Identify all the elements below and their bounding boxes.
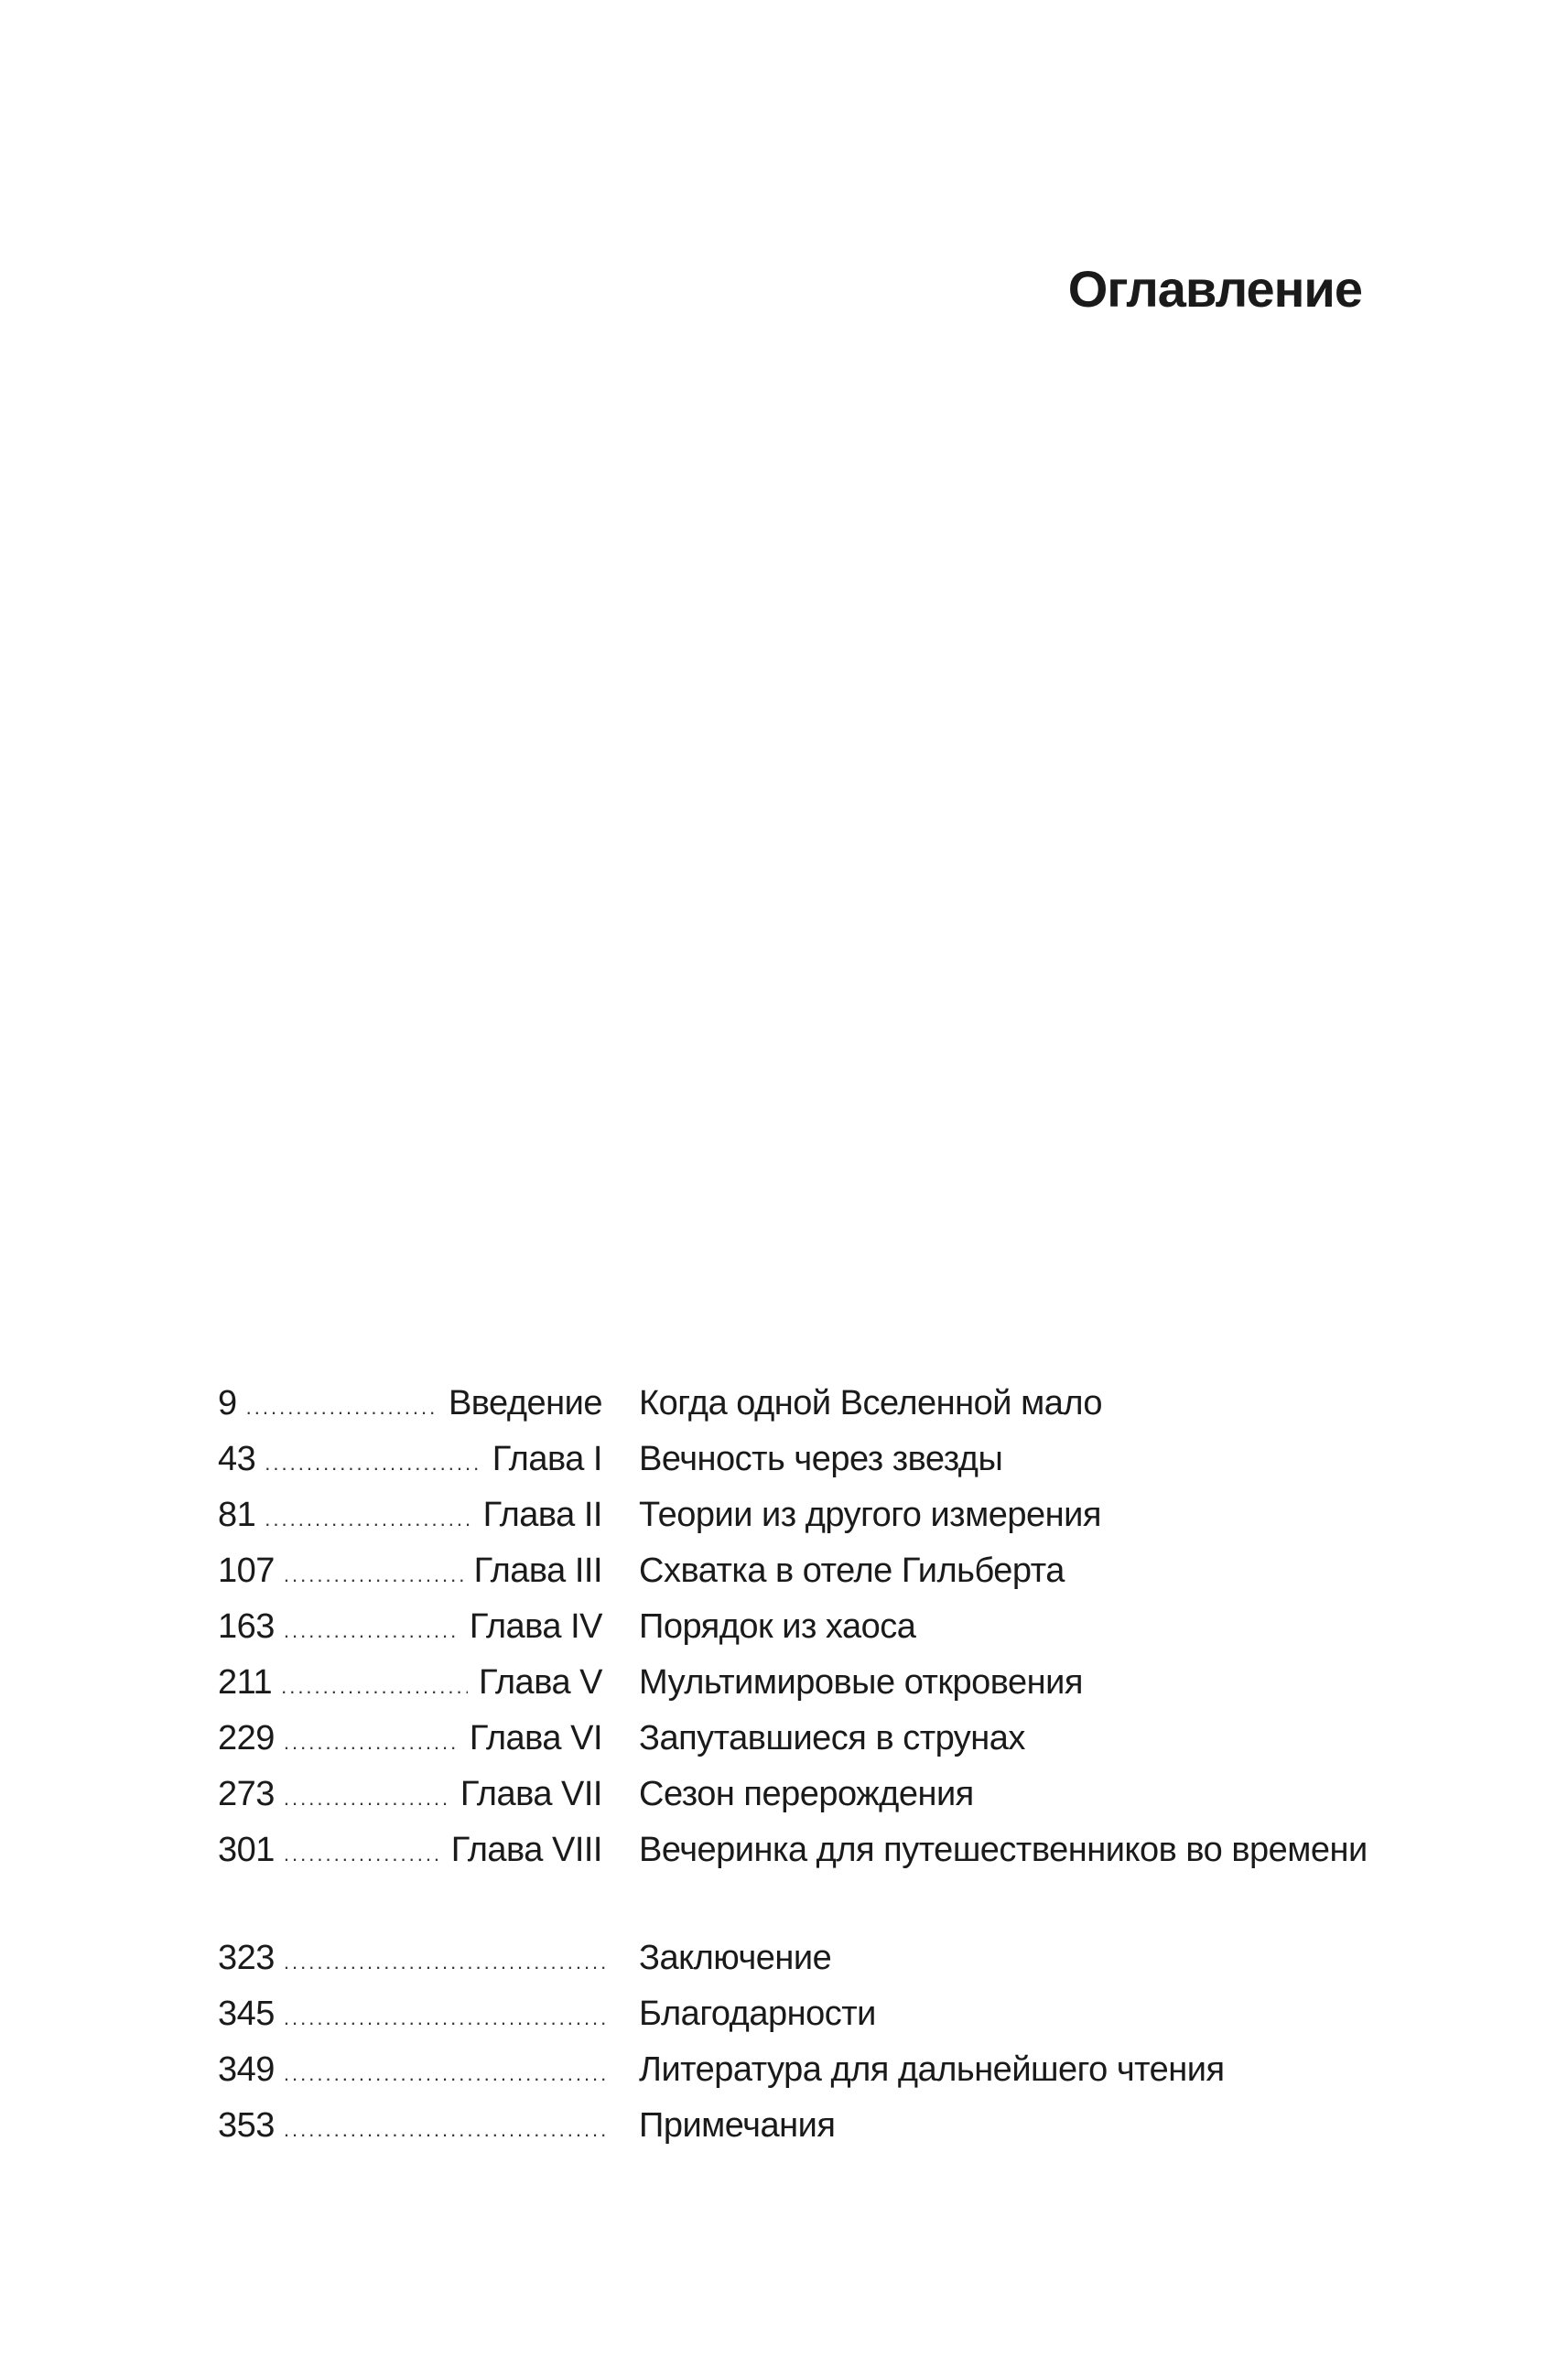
toc-row[interactable] [218, 1719, 1362, 1775]
toc-page-number: 43 [218, 1440, 256, 1478]
toc-page-number: 273 [218, 1775, 275, 1813]
dot-leader [284, 1619, 459, 1643]
dot-leader [246, 1396, 438, 1420]
toc-left [218, 1995, 621, 2034]
chapter-title: Вечеринка для путешественников во времени [639, 1831, 1368, 1869]
toc-row[interactable] [218, 2106, 1362, 2162]
toc-left [218, 1719, 602, 1758]
toc-left [218, 1939, 621, 1978]
toc-page-number: 301 [218, 1831, 275, 1869]
chapter-label: Глава VI [469, 1719, 602, 1757]
chapter-title: Теории из другого измерения [639, 1496, 1101, 1534]
chapter-title: Вечность через звезды [639, 1440, 1003, 1478]
page-title: Оглавление [1067, 260, 1362, 318]
dot-leader [284, 1843, 440, 1866]
dot-leader [284, 1731, 459, 1755]
chapter-label: Глава II [482, 1496, 602, 1534]
toc-row[interactable] [218, 1552, 1362, 1607]
toc-left [218, 1607, 602, 1647]
toc-left [218, 2050, 621, 2090]
dot-leader [281, 1675, 468, 1699]
toc-left [218, 1440, 602, 1479]
toc-left [218, 1496, 602, 1535]
dot-leader [284, 1787, 449, 1811]
toc-chapters [218, 1384, 1368, 1887]
toc-page-number: 9 [218, 1384, 237, 1422]
toc-row[interactable] [218, 1831, 1368, 1887]
chapter-title: Мультимировые откровения [639, 1663, 1083, 1702]
dot-leader [284, 2006, 610, 2030]
chapter-title: Когда одной Вселенной мало [639, 1384, 1103, 1422]
chapter-label: Глава VIII [450, 1831, 602, 1869]
toc-row[interactable] [218, 1607, 1362, 1663]
toc-back-matter [218, 1939, 1362, 2162]
chapter-label: Глава VII [460, 1775, 602, 1813]
toc-row[interactable] [218, 1440, 1362, 1496]
toc-row[interactable] [218, 1995, 1362, 2050]
toc-page-number: 163 [218, 1607, 275, 1646]
toc-page-number: 211 [218, 1663, 273, 1702]
chapter-label: Глава III [473, 1552, 602, 1590]
toc-left [218, 1831, 602, 1870]
section-title: Заключение [639, 1939, 832, 1977]
toc-left [218, 1552, 602, 1591]
toc-row[interactable] [218, 1775, 1362, 1831]
toc-row[interactable] [218, 1384, 1362, 1440]
dot-leader [265, 1508, 471, 1531]
chapter-label: Глава IV [469, 1607, 602, 1646]
toc-row[interactable] [218, 1663, 1362, 1719]
chapter-title: Сезон перерождения [639, 1775, 974, 1813]
dot-leader [284, 1951, 610, 1974]
toc-row[interactable] [218, 1496, 1362, 1552]
toc-page-number: 229 [218, 1719, 275, 1757]
toc-row[interactable] [218, 2050, 1362, 2106]
toc-page-number: 81 [218, 1496, 256, 1534]
dot-leader [265, 1452, 481, 1476]
toc-left [218, 2106, 621, 2146]
toc-left [218, 1384, 602, 1423]
chapter-title: Схватка в отеле Гильберта [639, 1552, 1065, 1590]
toc-left [218, 1775, 602, 1814]
dot-leader [284, 1563, 463, 1587]
dot-leader [284, 2062, 610, 2086]
chapter-title: Порядок из хаоса [639, 1607, 916, 1646]
toc-page-number: 345 [218, 1995, 275, 2033]
section-title: Примечания [639, 2106, 836, 2145]
toc-page-number: 353 [218, 2106, 275, 2145]
chapter-title: Запутавшиеся в струнах [639, 1719, 1025, 1757]
section-title: Благодарности [639, 1995, 876, 2033]
toc-left [218, 1663, 602, 1703]
chapter-label: Глава V [478, 1663, 602, 1702]
toc-page-number: 349 [218, 2050, 275, 2089]
toc-page-number: 323 [218, 1939, 275, 1977]
chapter-label: Введение [448, 1384, 602, 1422]
dot-leader [284, 2118, 610, 2142]
toc-page-number: 107 [218, 1552, 275, 1590]
section-title: Литература для дальнейшего чтения [639, 2050, 1225, 2089]
chapter-label: Глава I [492, 1440, 602, 1478]
toc-row[interactable] [218, 1939, 1362, 1995]
